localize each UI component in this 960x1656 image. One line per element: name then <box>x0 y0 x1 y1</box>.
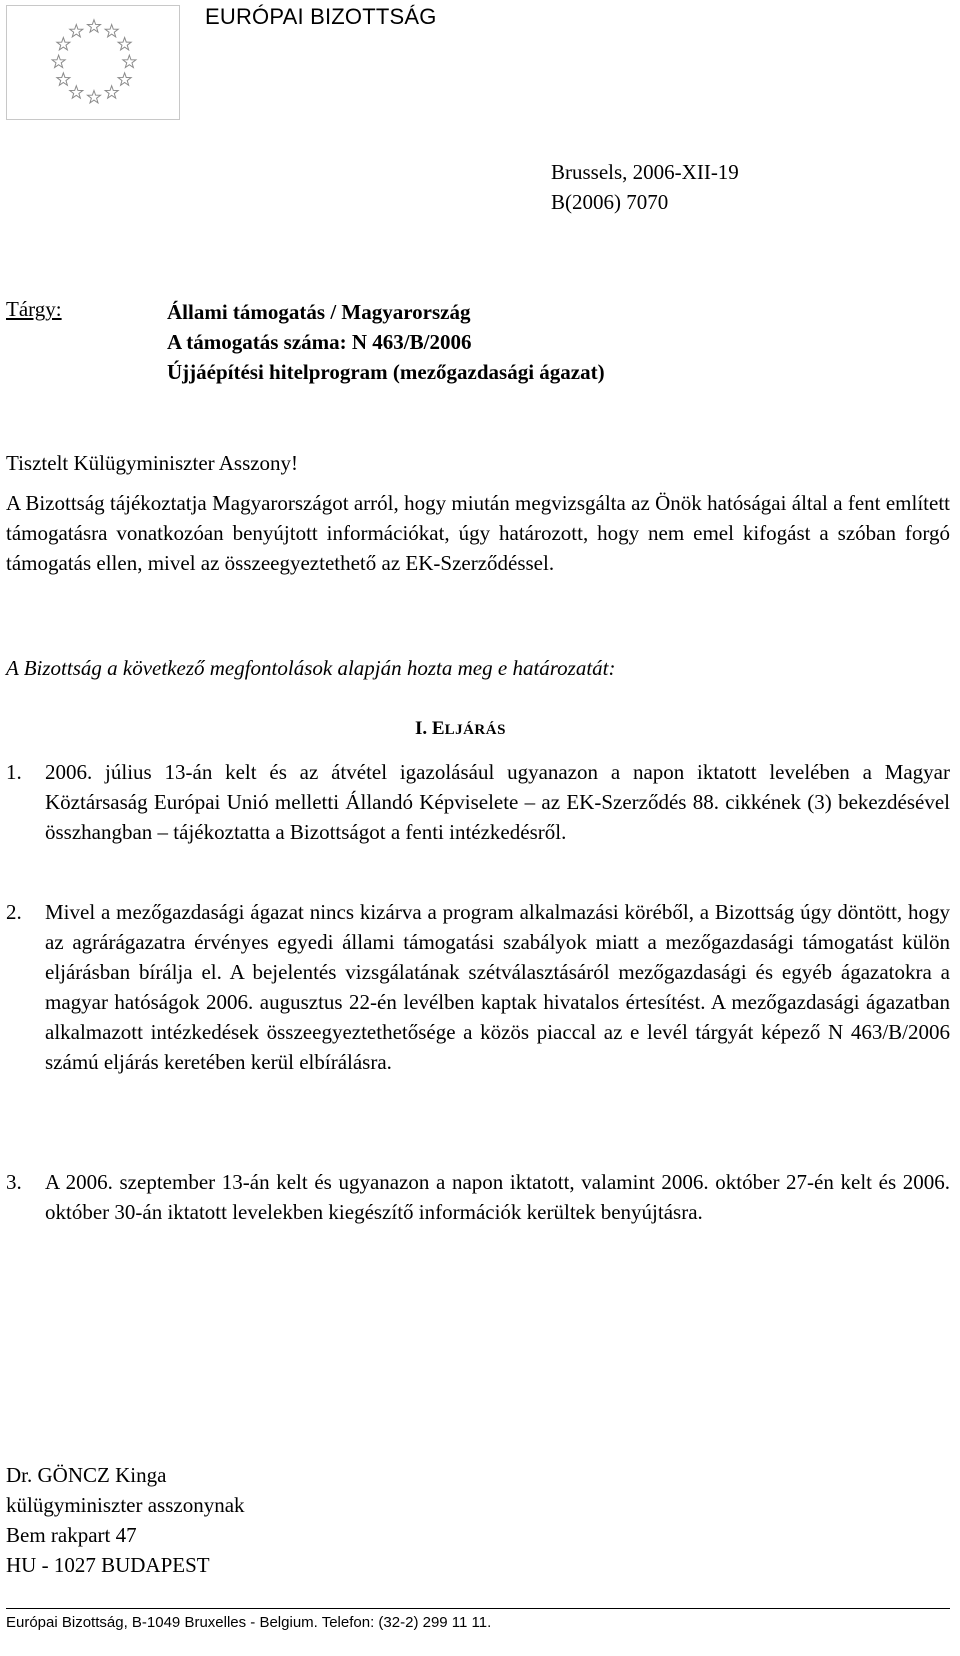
recipient-address <box>6 1460 245 1580</box>
section-number: I. E <box>415 718 445 739</box>
intro-italic-sentence: A Bizottság a következő megfontolások alapján hozta meg e határozatát: <box>6 656 616 680</box>
subject-line: A támogatás száma: N 463/B/2006 <box>167 330 472 354</box>
item-text: 2006. július 13-án kelt és az átvétel igazolásául ugyanazon a napon iktatott levelében a Magyar Köztársaság Európai Unió melletti Állandó Képviselete – az EK-Szerződés 88. cikkének (3) bekezdésével összhangban – tájékoztatta a Bizottságot a fenti intézkedésről. <box>45 760 950 844</box>
address-line: HU - 1027 BUDAPEST <box>6 1553 210 1577</box>
subject-lines <box>167 297 605 387</box>
address-line: külügyminiszter asszonynak <box>6 1493 245 1517</box>
address-line: Dr. GÖNCZ Kinga <box>6 1463 167 1487</box>
list-item <box>6 1167 950 1227</box>
address-line: Bem rakpart 47 <box>6 1523 137 1547</box>
star-icon <box>123 55 136 67</box>
intro-paragraph: A Bizottság tájékoztatja Magyarországot arról, hogy miután megvizsgálta az Önök hatóságai által a fent említett támogatásra vonatkozóan benyújtott információkat, úgy határozott, hogy nem emel kifogást a szóban forgó támogatás ellen, mivel az összeegyeztethető az EK-Szerződéssel. <box>6 491 950 575</box>
section-heading <box>415 718 506 740</box>
star-icon <box>57 73 70 85</box>
item-number: 3. <box>6 1170 22 1194</box>
star-icon <box>105 86 118 98</box>
star-icon <box>118 37 131 49</box>
eu-stars-emblem-icon <box>7 6 179 119</box>
item-number: 1. <box>6 760 22 784</box>
item-text: A 2006. szeptember 13-án kelt és ugyanazon a napon iktatott, valamint 2006. október 27-én kelt és 2006. október 30-án iktatott levelekben kiegészítő információk kerültek benyújtásra. <box>45 1170 950 1224</box>
subject-label: Tárgy: <box>6 297 62 321</box>
star-icon <box>52 55 65 67</box>
star-icon <box>87 91 100 103</box>
document-number: B(2006) 7070 <box>551 190 669 214</box>
salutation: Tisztelt Külügyminiszter Asszony! <box>6 451 299 475</box>
organization-name: EURÓPAI BIZOTTSÁG <box>205 4 437 29</box>
section-title: LJÁRÁS <box>444 722 506 738</box>
list-item <box>6 757 950 847</box>
eu-emblem-logo <box>6 5 180 120</box>
footer-text: Európai Bizottság, B-1049 Bruxelles - Belgium. Telefon: (32-2) 299 11 11. <box>6 1614 492 1631</box>
footer-divider <box>6 1608 950 1609</box>
star-icon <box>105 24 118 36</box>
list-item <box>6 897 950 1077</box>
subject-line: Állami támogatás / Magyarország <box>167 300 471 324</box>
star-icon <box>87 20 100 32</box>
star-icon <box>118 73 131 85</box>
star-icon <box>70 24 83 36</box>
star-icon <box>57 37 70 49</box>
item-text: Mivel a mezőgazdasági ágazat nincs kizárva a program alkalmazási köréből, a Bizottság úgy döntött, hogy az agrárágazatra érvényes egyedi állami támogatási szabályok miatt a mezőgazdasági támogatást külön eljárásban bírálja el. A bejelentés vizsgálatának szétválasztásáról mezőgazdasági és egyéb ágazatokra a magyar hatóságok 2006. augusztus 22-én levélben kaptak hivatalos értesítést. A mezőgazdasági ágazatban alkalmazott intézkedések összeegyeztethetősége a közös piaccal az e levél tárgyát képező N 463/B/2006 számú eljárás keretében kerül elbírálásra. <box>45 900 950 1074</box>
subject-line: Újjáépítési hitelprogram (mezőgazdasági ágazat) <box>167 360 605 384</box>
item-number: 2. <box>6 900 22 924</box>
place-date: Brussels, 2006-XII-19 <box>551 160 739 184</box>
star-icon <box>70 86 83 98</box>
